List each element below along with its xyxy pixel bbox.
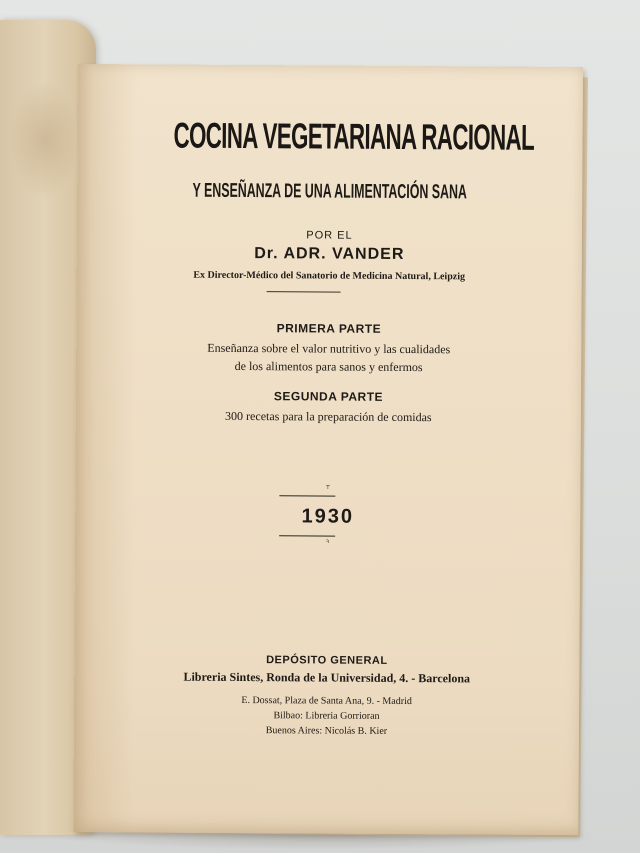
divider-rule bbox=[267, 291, 341, 292]
distributor-buenos-aires: Buenos Aires: Nicolás B. Kier bbox=[265, 725, 388, 737]
part-one-line-1: Enseñanza sobre el valor nutritivo y las cualidades bbox=[207, 340, 451, 357]
part-two-line: 300 recetas para la preparación de comidas bbox=[225, 408, 432, 425]
book-title: COCINA VEGETARIANA RACIONAL bbox=[173, 114, 535, 158]
publisher-line: Libreria Sintes, Ronda de la Universidad, 4. - Barcelona bbox=[183, 669, 471, 686]
distributor-bilbao: Bilbao: Libreria Gorrioran bbox=[273, 710, 380, 722]
ornament-top-icon: ⸆ bbox=[325, 484, 331, 495]
title-page-content bbox=[73, 64, 583, 835]
ornament-rule-bottom bbox=[279, 535, 335, 536]
cover-stain bbox=[10, 80, 80, 200]
author-position: Ex Director-Médico del Sanatorio de Medicina Natural, Leipzig bbox=[193, 269, 466, 283]
part-one-line-2: de los alimentos para sanos y enfermos bbox=[234, 358, 423, 375]
ornament-rule-top bbox=[279, 495, 335, 496]
ornament-bottom-icon: ⸅ bbox=[325, 538, 330, 549]
distributor-madrid: E. Dossat, Plaza de Santa Ana, 9. - Madrid bbox=[241, 695, 412, 708]
by-line: POR EL bbox=[306, 229, 353, 242]
publication-year: 1930 bbox=[301, 505, 355, 528]
part-one-heading: PRIMERA PARTE bbox=[276, 321, 382, 336]
part-two-heading: SEGUNDA PARTE bbox=[273, 389, 384, 404]
book-subtitle: Y ENSEÑANZA DE UNA ALIMENTACIÓN SANA bbox=[192, 179, 467, 204]
deposit-heading: DEPÓSITO GENERAL bbox=[266, 654, 388, 667]
title-page bbox=[73, 64, 583, 835]
author-name: Dr. ADR. VANDER bbox=[254, 245, 405, 263]
